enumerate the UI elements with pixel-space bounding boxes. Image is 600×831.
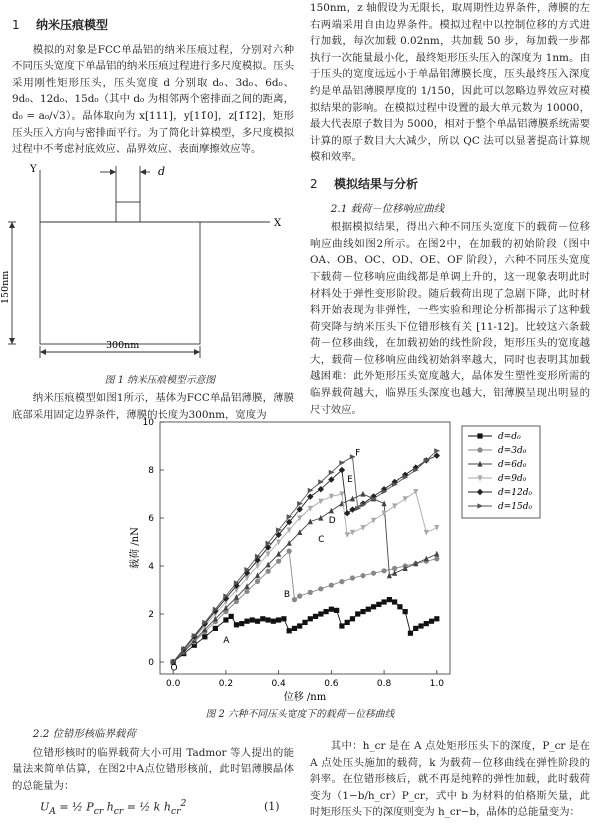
- data-point: [318, 499, 323, 505]
- paragraph-1: 模拟的对象是FCC单晶铝的纳米压痕过程，分别对六种不同压头宽度下单晶铝的纳米压痕过程进行多尺度模拟。压头采用刚性矩形压头，压头宽度 d 分别取 d₀、3d₀、6d₀、9d₀、12d₀、15d₀（其中 d₀ 为相邻两个密排面之间的距离，d₀ = a₀/√3）。晶体取向为 x[111]，y[11̄0]，z[1̄1̄2]，矩形压头压入方向与密排面平行。为了简化计算模型，多尺度模拟过程中不考虑衬底效应、晶界效应、表面摩擦效应等。: [12, 43, 294, 156]
- x-axis-label: 位移 /nm: [283, 692, 327, 703]
- data-point: [297, 623, 302, 628]
- data-point: [434, 448, 440, 453]
- legend-label: d=12d₀: [498, 488, 533, 498]
- x-tick-label: 0.8: [376, 679, 392, 689]
- data-point: [318, 515, 323, 521]
- legend-marker: [477, 447, 482, 452]
- data-point: [244, 619, 249, 624]
- data-point: [297, 593, 302, 598]
- data-point: [302, 620, 307, 625]
- section-number: 1: [12, 18, 20, 32]
- data-point: [244, 589, 249, 594]
- point-label: F: [355, 448, 361, 459]
- data-point: [349, 506, 355, 512]
- data-point: [229, 614, 234, 619]
- y-tick-label: 2: [148, 610, 154, 620]
- data-point: [434, 556, 439, 561]
- data-point: [255, 579, 260, 584]
- data-point: [329, 607, 334, 612]
- data-point: [265, 569, 270, 574]
- data-point: [292, 597, 297, 602]
- series-line: [173, 492, 437, 662]
- data-point: [255, 619, 260, 624]
- data-point: [371, 604, 376, 609]
- point-label: C: [318, 535, 325, 545]
- eq-body2: h: [103, 800, 114, 814]
- data-point: [360, 609, 365, 614]
- data-point: [350, 530, 355, 536]
- data-point: [345, 620, 350, 625]
- equation-1: [40, 798, 186, 817]
- subsection-2-1-heading: 2.1 载荷－位移响应曲线: [330, 202, 445, 215]
- fig1-dim-width: 300nm: [106, 340, 140, 351]
- series-line: [173, 551, 437, 662]
- data-point: [260, 616, 265, 621]
- fig1-dim-height: 150nm: [0, 270, 11, 304]
- fig1-axis-y-label: Y: [30, 164, 37, 175]
- right-column-top: [310, 0, 590, 418]
- data-point: [387, 572, 392, 578]
- data-point: [360, 491, 365, 497]
- eq-lhs-sub: A: [49, 805, 56, 817]
- data-point: [334, 608, 339, 613]
- right-column-bottom: [310, 738, 590, 821]
- data-point: [202, 634, 207, 639]
- data-point: [318, 586, 323, 591]
- data-point: [418, 623, 423, 628]
- data-point: [403, 609, 408, 614]
- data-point: [366, 607, 371, 612]
- y-tick-label: 8: [148, 466, 154, 476]
- data-point: [308, 616, 313, 621]
- y-tick-label: 10: [142, 418, 154, 428]
- y-axis-label: 载荷 /nN: [130, 527, 141, 569]
- indenter-rect: [116, 202, 140, 222]
- data-point: [392, 599, 397, 604]
- data-point: [408, 631, 413, 636]
- x-tick-label: 0.0: [166, 679, 181, 689]
- series-line: [173, 494, 437, 662]
- eq-body3-sub: cr: [170, 805, 181, 817]
- data-point: [345, 532, 350, 538]
- data-point: [381, 599, 386, 604]
- point-label: E: [347, 475, 353, 485]
- data-point: [276, 559, 281, 564]
- x-tick-label: 0.2: [218, 679, 234, 689]
- data-point: [397, 604, 402, 609]
- legend-marker: [477, 433, 482, 438]
- series-line: [173, 600, 437, 662]
- eq-body3: = ½ k h: [123, 800, 171, 814]
- data-point: [287, 549, 292, 554]
- subsection-2-2-heading: 2.2 位错形核临界载荷: [32, 728, 136, 740]
- eq-lhs: U: [40, 800, 50, 814]
- eq-body-sub: cr: [93, 805, 104, 817]
- data-point: [376, 602, 381, 607]
- figure-1-diagram: [0, 158, 300, 373]
- section-title: 纳米压痕模型: [36, 18, 109, 32]
- paragraph-6: 其中：h_cr 是在 A 点处矩形压头下的深度，P_cr 是在 A 点处压头施加的载荷，k 为载荷－位移曲线在弹性阶段的斜率。在位错形核后，就不再是纯粹的弹性加载，此时载荷变为（1−b/h_cr）P_cr，式中 b 为材料的伯格斯矢量，此时矩形压头下的深度则变为 h_cr−b，晶体的总能量变为：: [310, 740, 590, 819]
- data-point: [424, 556, 429, 562]
- paragraph-4: 根据模拟结果，得出六种不同压头宽度下的载荷－位移响应曲线如图2所示。在图2中，在加载的初始阶段（图中 OA、OB、OC、OD、OE、OF 阶段），六种不同压头宽度下载荷－位移响应曲线都是单调上升的，这一现象表明此时材料处于弹性变形阶段。随后载荷出现了急剧下降，此时材料开始表现为非弹性，一些实验和理论分析都揭示了这种载荷突降与纳米压头下位错形核有关 [11-12]。比较这六条载荷－位移曲线，在加载初始的线性阶段，矩形压头的宽度越大，载荷－位移响应曲线初始斜率越大，同时也表明其加载越困难：此外矩形压头宽度越大，晶体发生塑性变形所需的临界载荷越大，临界压头深度也越大，铝薄膜呈现出明显的尺寸效应。: [310, 221, 590, 416]
- data-point: [329, 583, 334, 588]
- data-point: [318, 611, 323, 616]
- figure-2-chart: [0, 412, 600, 712]
- left-column-top: [12, 14, 294, 158]
- section-title: 模拟结果与分析: [334, 176, 419, 191]
- x-tick-label: 0.6: [324, 679, 339, 689]
- y-tick-label: 0: [148, 658, 154, 668]
- section-number: 2: [310, 176, 318, 191]
- point-label: A: [223, 635, 230, 646]
- data-point: [313, 614, 318, 619]
- data-point: [413, 626, 418, 631]
- data-point: [287, 628, 292, 633]
- data-point: [429, 619, 434, 624]
- data-point: [434, 616, 439, 621]
- data-point: [239, 621, 244, 626]
- data-point: [281, 616, 286, 621]
- data-point: [297, 501, 303, 506]
- data-point: [413, 489, 418, 495]
- paragraph-2: 纳米压痕模型如图1所示，基体为FCC单晶铝薄膜，薄膜底部采用固定边界条件，薄膜的长度为300nm，宽度为: [12, 392, 294, 421]
- legend-label: d=d₀: [498, 432, 521, 442]
- data-point: [434, 525, 439, 531]
- data-point: [350, 496, 355, 502]
- legend-label: d=9d₀: [498, 474, 527, 484]
- data-point: [329, 508, 334, 514]
- data-point: [271, 619, 276, 624]
- data-point: [381, 568, 386, 573]
- data-point: [329, 494, 334, 500]
- data-point: [360, 573, 365, 578]
- section-2-heading: [310, 176, 590, 193]
- section-1-heading: [12, 17, 294, 34]
- fig1-axis-x-label: X: [274, 218, 282, 229]
- x-tick-label: 1.0: [429, 679, 444, 689]
- data-point: [434, 551, 439, 557]
- data-point: [234, 622, 239, 627]
- data-point: [371, 518, 376, 524]
- eq-body: = ½ P: [55, 800, 94, 814]
- data-point: [350, 616, 355, 621]
- legend-label: d=15d₀: [498, 502, 533, 512]
- data-point: [387, 597, 392, 602]
- point-label: B: [283, 590, 291, 601]
- data-point: [381, 511, 386, 517]
- data-point: [381, 500, 386, 506]
- data-point: [392, 503, 397, 509]
- point-label: O: [170, 663, 178, 674]
- data-point: [250, 617, 255, 622]
- figure-1-caption: 图 1 纳米压痕模型示意图: [104, 375, 216, 386]
- data-point: [424, 530, 429, 536]
- paragraph-5: 位错形核时的临界载荷大小可用 Tadmor 等人提出的能量法来简单估算，在图2中A点位错形核前，此时铝薄膜晶体的总能量为：: [12, 746, 294, 792]
- data-point: [265, 617, 270, 622]
- fig1-dim-d: d: [158, 165, 166, 178]
- data-point: [323, 609, 328, 614]
- data-point: [350, 575, 355, 580]
- point-label: D: [328, 515, 336, 526]
- legend-label: d=6d₀: [498, 460, 527, 470]
- equation-1-number: (1): [264, 800, 280, 813]
- substrate-rect: [40, 222, 200, 344]
- eq-body2-sub: cr: [113, 805, 124, 817]
- legend-label: d=3d₀: [498, 446, 527, 456]
- data-point: [392, 570, 397, 576]
- figure-2-caption: 图 2 六种不同压头宽度下的载荷－位移曲线: [205, 709, 395, 720]
- data-point: [403, 496, 408, 502]
- data-point: [424, 621, 429, 626]
- data-point: [308, 506, 313, 512]
- data-point: [371, 571, 376, 576]
- paragraph-3: 150nm，z 轴假设为无限长，取周期性边界条件，薄膜的左右两端采用自由边界条件。模拟过程中以控制位移的方式进行加载，每次加载 0.02nm，共加载 50 步，每加载一步都执行一次能量最小化，最终矩形压头压入的深度为 1nm。由于压头的宽度远远小于单晶铝薄膜长度，压头最终压入深度约是单晶铝薄膜厚度的 1/150，因此可以忽略边界效应对模拟结果的影响。在模拟过程中设置的最大单元数为 10000，最大代表原子数目为 5000，相对于整个单晶铝薄膜系统需要计算的原子数目大大减少，所以 QC 法可以显著提高计算规模和效率。: [310, 2, 590, 164]
- x-tick-label: 0.4: [271, 679, 286, 689]
- data-point: [355, 611, 360, 616]
- data-point: [276, 617, 281, 622]
- data-point: [339, 579, 344, 584]
- data-point: [292, 626, 297, 631]
- left-column-bottom: [12, 726, 294, 794]
- data-point: [213, 626, 218, 631]
- data-point: [360, 525, 365, 531]
- data-point: [339, 623, 344, 628]
- y-tick-label: 4: [148, 562, 154, 572]
- eq-body3-sup: 2: [180, 798, 187, 809]
- data-point: [223, 617, 228, 622]
- data-point: [308, 590, 313, 595]
- y-tick-label: 6: [148, 514, 154, 524]
